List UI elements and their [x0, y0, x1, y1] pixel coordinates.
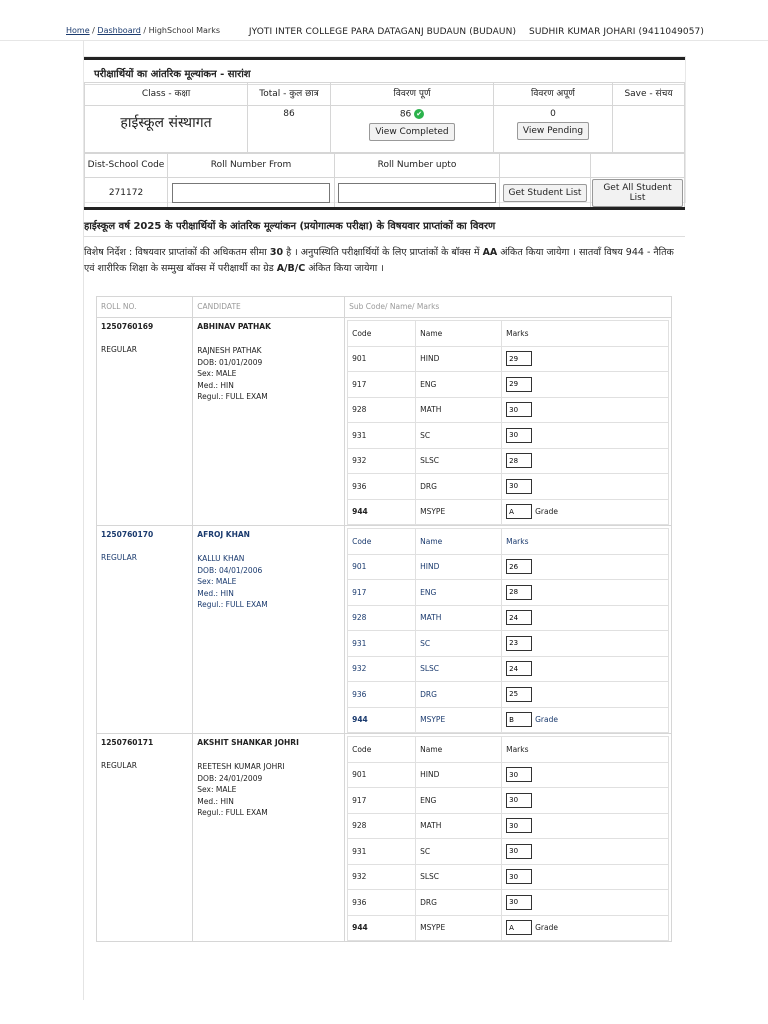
school-name: JYOTI INTER COLLEGE PARA DATAGANJ BUDAUN (BUDAUN) — [248, 27, 517, 37]
subject-name: SLSC — [416, 448, 502, 474]
subject-row — [348, 864, 669, 890]
subject-name: SLSC — [416, 864, 502, 890]
note-grade-list: A/B/C — [276, 263, 306, 274]
exam-type: REGULAR — [101, 761, 137, 770]
complete-count: 86 — [399, 109, 412, 120]
instructions-note — [84, 245, 674, 277]
subject-code: 931 — [348, 423, 416, 449]
pending-count: 0 — [550, 109, 556, 119]
exam-type: REGULAR — [101, 345, 137, 354]
subject-row — [348, 631, 669, 657]
subject-code: 901 — [348, 346, 416, 372]
complete-cell — [331, 106, 494, 154]
subject-row — [348, 682, 669, 708]
regulation: Regul.: FULL EXAM — [197, 808, 268, 817]
marks-input[interactable] — [506, 453, 532, 468]
regulation: Regul.: FULL EXAM — [197, 392, 268, 401]
subject-name: HIND — [416, 346, 502, 372]
roll-cell — [97, 318, 193, 526]
date-of-birth: DOB: 01/01/2009 — [197, 357, 263, 367]
grade-label: Grade — [535, 922, 558, 932]
subjects-header — [348, 529, 669, 555]
marks-header: Marks — [502, 737, 669, 763]
marks-input[interactable] — [506, 687, 532, 702]
exam-type: REGULAR — [101, 553, 137, 562]
subjects-table — [347, 320, 669, 525]
dist-code-label: Dist-School Code — [85, 153, 168, 178]
subject-code: 944 — [348, 915, 416, 941]
roll-number: 1250760169 — [101, 322, 154, 331]
subject-row — [348, 890, 669, 916]
grade-label: Grade — [535, 506, 558, 516]
subject-code: 944 — [348, 707, 416, 733]
get-student-list-button[interactable]: Get Student List — [503, 184, 588, 202]
subject-code: 936 — [348, 474, 416, 500]
filter-empty-cell — [500, 153, 591, 178]
subject-name: MATH — [416, 605, 502, 631]
candidate-cell — [193, 526, 345, 734]
subject-marks-cell — [502, 864, 669, 890]
user-name: SUDHIR KUMAR JOHARI (9411049057) — [529, 27, 704, 37]
subject-code: 936 — [348, 682, 416, 708]
breadcrumb-current: / HighSchool Marks — [143, 26, 220, 35]
note-max-limit: 30 — [269, 247, 284, 258]
candidate-name: ABHINAV PATHAK — [197, 322, 271, 331]
marks-input[interactable] — [506, 636, 532, 651]
note-text: है । अनुपस्थिति परीक्षार्थियों के लिए प्राप्तांकों के बॉक्स में — [283, 247, 483, 258]
column-header-candidate: CANDIDATE — [193, 297, 345, 318]
subject-row — [348, 656, 669, 682]
subject-marks-cell — [502, 682, 669, 708]
medium: Med.: HIN — [197, 796, 234, 806]
subject-row — [348, 448, 669, 474]
subject-name: ENG — [416, 580, 502, 606]
subject-name: ENG — [416, 372, 502, 398]
marks-header: Marks — [502, 529, 669, 555]
header-info — [249, 27, 704, 37]
roll-cell — [97, 734, 193, 942]
subject-row — [348, 499, 669, 525]
marks-input[interactable] — [506, 559, 532, 574]
marks-input[interactable] — [506, 402, 532, 417]
code-header: Code — [348, 321, 416, 347]
save-cell — [613, 106, 685, 154]
subject-code: 931 — [348, 631, 416, 657]
header-pending: विवरण अपूर्ण — [494, 83, 613, 106]
marks-input[interactable] — [506, 920, 532, 935]
subject-code: 931 — [348, 839, 416, 865]
subjects-cell — [345, 734, 672, 942]
total-value: 86 — [248, 106, 331, 154]
subject-code: 944 — [348, 499, 416, 525]
subject-marks-cell — [502, 423, 669, 449]
student-row — [97, 526, 672, 734]
roll-from-input[interactable] — [172, 183, 330, 203]
subject-code: 932 — [348, 864, 416, 890]
subject-row — [348, 762, 669, 788]
note-text: विशेष निर्देश : विषयवार प्राप्तांकों की अधिकतम सीमा — [84, 247, 270, 258]
roll-cell — [97, 526, 193, 734]
sex: Sex: MALE — [197, 785, 237, 794]
subject-marks-cell — [502, 813, 669, 839]
subject-name: MATH — [416, 813, 502, 839]
header-class: Class - कक्षा — [85, 83, 248, 106]
subject-row — [348, 839, 669, 865]
subject-marks-cell — [502, 707, 669, 733]
candidate-name: AKSHIT SHANKAR JOHRI — [197, 738, 299, 747]
subject-marks-cell — [502, 762, 669, 788]
get-all-cell — [591, 178, 685, 209]
marks-input[interactable] — [506, 844, 532, 859]
subject-row — [348, 554, 669, 580]
subject-marks-cell — [502, 915, 669, 941]
medium: Med.: HIN — [197, 588, 234, 598]
subject-row — [348, 915, 669, 941]
subject-code: 928 — [348, 397, 416, 423]
dist-code-value: 271172 — [85, 178, 168, 209]
subject-marks-cell — [502, 839, 669, 865]
marks-input[interactable] — [506, 767, 532, 782]
subject-name: DRG — [416, 890, 502, 916]
code-header: Code — [348, 737, 416, 763]
subject-name: SC — [416, 423, 502, 449]
subject-name: MSYPE — [416, 915, 502, 941]
subject-marks-cell — [502, 554, 669, 580]
marks-input[interactable] — [506, 377, 532, 392]
column-header-subjects: Sub Code/ Name/ Marks — [345, 297, 672, 318]
marks-input[interactable] — [506, 895, 532, 910]
header-complete: विवरण पूर्ण — [331, 83, 494, 106]
subject-marks-cell — [502, 372, 669, 398]
candidate-name: AFROJ KHAN — [197, 530, 250, 539]
sex: Sex: MALE — [197, 577, 237, 586]
summary-title: परीक्षार्थियों का आंतरिक मूल्यांकन - सारांश — [84, 60, 685, 85]
subject-code: 917 — [348, 788, 416, 814]
note-text: अंकित किया जायेगा । — [305, 263, 384, 274]
regulation: Regul.: FULL EXAM — [197, 600, 268, 609]
view-pending-button[interactable]: View Pending — [517, 122, 589, 140]
roll-from-cell — [168, 178, 335, 209]
filter-empty-cell — [591, 153, 685, 178]
student-filter-table — [84, 152, 685, 209]
code-header: Code — [348, 529, 416, 555]
header-total: Total - कुल छात्र — [248, 83, 331, 106]
marks-input[interactable] — [506, 818, 532, 833]
medium: Med.: HIN — [197, 380, 234, 390]
subject-name: MSYPE — [416, 499, 502, 525]
grade-label: Grade — [535, 714, 558, 724]
subjects-cell — [345, 526, 672, 734]
candidate-cell — [193, 318, 345, 526]
subject-marks-cell — [502, 890, 669, 916]
subject-code: 928 — [348, 813, 416, 839]
subject-row — [348, 813, 669, 839]
note-text: अंकित किया जायेगा । सातवाँ विषय 944 - नैतिक एवं शारीरिक शिक्षा के सम्मुख बॉक्स में परीक्षार्थी का ग्रेड — [84, 247, 674, 274]
subject-row — [348, 580, 669, 606]
subject-marks-cell — [502, 397, 669, 423]
father-name: KALLU KHAN — [197, 554, 245, 563]
subjects-cell — [345, 318, 672, 526]
subject-row — [348, 605, 669, 631]
header-save: Save - संचय — [613, 83, 685, 106]
subject-code: 901 — [348, 554, 416, 580]
candidate-cell — [193, 734, 345, 942]
subjects-table — [347, 736, 669, 941]
marks-input[interactable] — [506, 351, 532, 366]
marks-input[interactable] — [506, 585, 532, 600]
marks-input[interactable] — [506, 479, 532, 494]
marks-input[interactable] — [506, 869, 532, 884]
subject-name: MATH — [416, 397, 502, 423]
subject-row — [348, 372, 669, 398]
subject-row — [348, 707, 669, 733]
note-absent-code: AA — [482, 247, 498, 258]
marks-input[interactable] — [506, 610, 532, 625]
get-all-student-list-button[interactable]: Get All Student List — [592, 179, 683, 207]
breadcrumb-separator: / — [92, 26, 95, 35]
subject-marks-cell — [502, 656, 669, 682]
class-value: हाईस्कूल संस्थागत — [120, 115, 212, 131]
marks-header: Marks — [502, 321, 669, 347]
subject-code: 928 — [348, 605, 416, 631]
breadcrumb-home-link[interactable]: Home — [66, 26, 90, 35]
subject-row — [348, 397, 669, 423]
student-row — [97, 734, 672, 942]
marks-input[interactable] — [506, 428, 532, 443]
subject-marks-cell — [502, 631, 669, 657]
marks-panel — [84, 207, 685, 933]
sex: Sex: MALE — [197, 369, 237, 378]
date-of-birth: DOB: 04/01/2006 — [197, 565, 263, 575]
top-bar — [0, 0, 768, 41]
subject-name: ENG — [416, 788, 502, 814]
check-circle-icon: ✔ — [414, 109, 424, 119]
subject-code: 901 — [348, 762, 416, 788]
subject-name: HIND — [416, 762, 502, 788]
roll-number: 1250760171 — [101, 738, 154, 747]
father-name: RAJNESH PATHAK — [197, 346, 262, 355]
marks-input[interactable] — [506, 661, 532, 676]
breadcrumb — [66, 26, 220, 35]
pending-cell — [494, 106, 613, 154]
name-header: Name — [416, 529, 502, 555]
marks-input[interactable] — [506, 712, 532, 727]
subject-row — [348, 423, 669, 449]
marks-table — [96, 296, 672, 942]
roll-upto-label: Roll Number upto — [335, 153, 500, 178]
date-of-birth: DOB: 24/01/2009 — [197, 773, 263, 783]
marks-input[interactable] — [506, 793, 532, 808]
subject-marks-cell — [502, 346, 669, 372]
subject-code: 917 — [348, 372, 416, 398]
roll-upto-cell — [335, 178, 500, 209]
roll-number: 1250760170 — [101, 530, 154, 539]
get-list-cell — [500, 178, 591, 209]
subject-name: DRG — [416, 682, 502, 708]
subject-name: SC — [416, 839, 502, 865]
subject-row — [348, 474, 669, 500]
subject-name: SC — [416, 631, 502, 657]
subject-marks-cell — [502, 580, 669, 606]
roll-from-label: Roll Number From — [168, 153, 335, 178]
subjects-header — [348, 737, 669, 763]
subject-name: DRG — [416, 474, 502, 500]
breadcrumb-dashboard-link[interactable]: Dashboard — [97, 26, 141, 35]
marks-input[interactable] — [506, 504, 532, 519]
student-row — [97, 318, 672, 526]
subject-code: 917 — [348, 580, 416, 606]
subject-marks-cell — [502, 448, 669, 474]
subject-name: HIND — [416, 554, 502, 580]
subjects-table — [347, 528, 669, 733]
subject-marks-cell — [502, 474, 669, 500]
subject-row — [348, 788, 669, 814]
subject-marks-cell — [502, 788, 669, 814]
subject-name: SLSC — [416, 656, 502, 682]
subject-marks-cell — [502, 499, 669, 525]
summary-panel — [84, 57, 685, 202]
subject-code: 936 — [348, 890, 416, 916]
subject-code: 932 — [348, 656, 416, 682]
column-header-roll: ROLL NO. — [97, 297, 193, 318]
name-header: Name — [416, 321, 502, 347]
marks-table-header — [97, 297, 672, 318]
subject-name: MSYPE — [416, 707, 502, 733]
subject-row — [348, 346, 669, 372]
subject-marks-cell — [502, 605, 669, 631]
summary-table — [84, 82, 685, 154]
subjects-header — [348, 321, 669, 347]
roll-upto-input[interactable] — [338, 183, 496, 203]
subject-code: 932 — [348, 448, 416, 474]
father-name: REETESH KUMAR JOHRI — [197, 762, 285, 771]
view-completed-button[interactable]: View Completed — [369, 123, 454, 141]
class-value-cell — [85, 106, 248, 154]
marks-title: हाईस्कूल वर्ष 2025 के परीक्षार्थियों के आंतरिक मूल्यांकन (प्रयोगात्मक परीक्षा) के विषयवार प्राप्तांकों का विवरण — [84, 210, 685, 237]
name-header: Name — [416, 737, 502, 763]
